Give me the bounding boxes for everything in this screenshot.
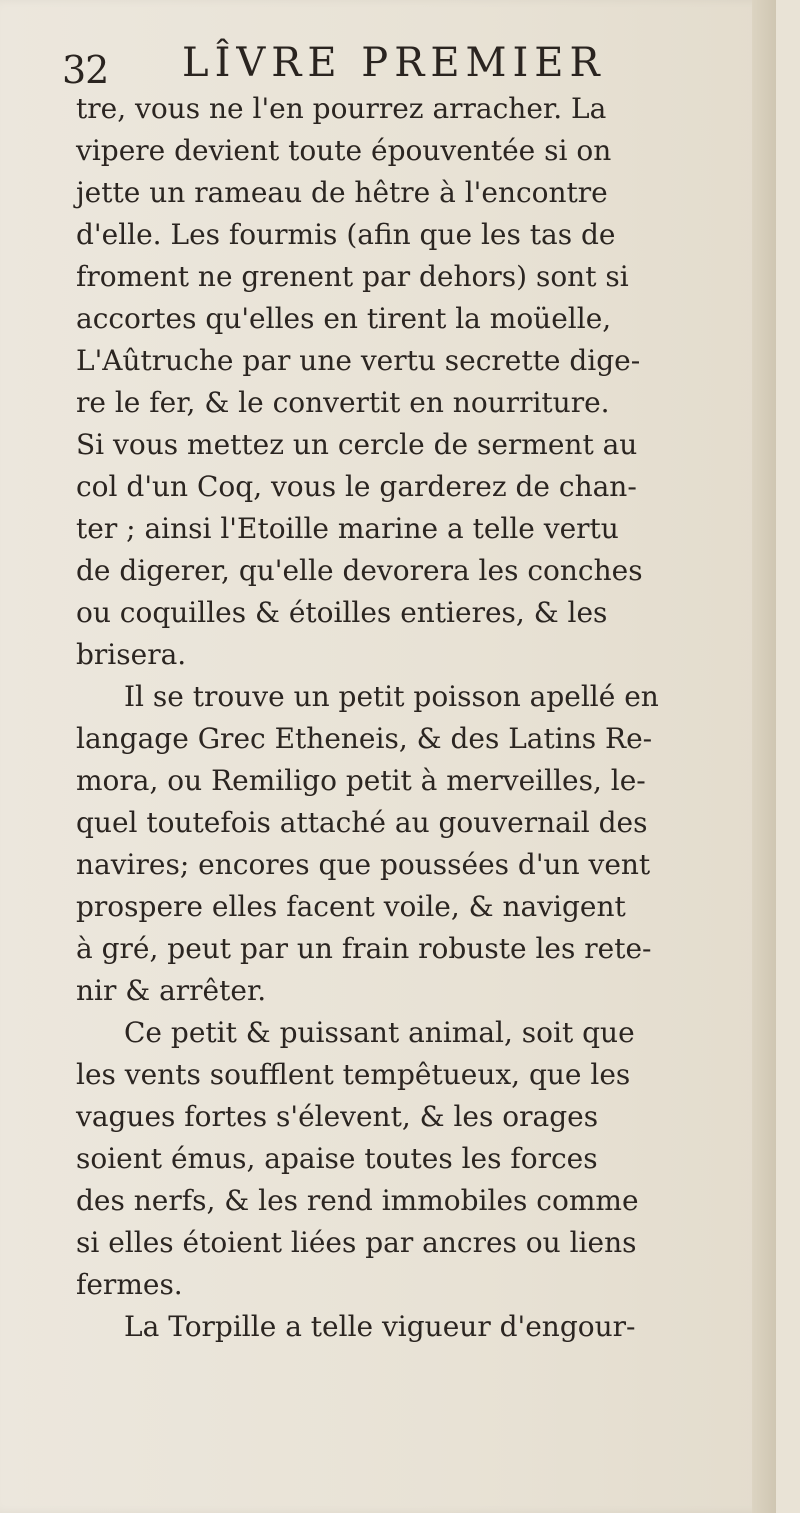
text-line: accortes qu'elles en tirent la moüelle, — [76, 302, 612, 335]
paragraph-start-line: La Torpille a telle vigueur d'engour- — [124, 1310, 636, 1343]
text-line: re le fer, & le convertit en nourriture. — [76, 386, 610, 419]
text-line: à gré, peut par un frain robuste les rete- — [76, 932, 652, 965]
text-line: les vents soufflent tempêtueux, que les — [76, 1058, 631, 1091]
text-line: navires; encores que poussées d'un vent — [76, 848, 651, 881]
text-line: col d'un Coq, vous le garderez de chan- — [76, 470, 637, 503]
page-number: 32 — [62, 48, 109, 92]
text-line: Si vous mettez un cercle de serment au — [76, 428, 638, 461]
text-line: prospere elles facent voile, & navigent — [76, 890, 626, 923]
text-line: jette un rameau de hêtre à l'encontre — [76, 176, 608, 209]
paragraph-start-line: Il se trouve un petit poisson apellé en — [124, 680, 659, 713]
body-text — [76, 88, 756, 1348]
paragraph-start-line: Ce petit & puissant animal, soit que — [124, 1016, 635, 1049]
text-line: fermes. — [76, 1268, 183, 1301]
running-head: LÎVRE PREMIER — [182, 40, 606, 86]
text-line: vipere devient toute épouventée si on — [76, 134, 612, 167]
text-line: brisera. — [76, 638, 187, 671]
text-line: de digerer, qu'elle devorera les conches — [76, 554, 643, 587]
text-line: nir & arrêter. — [76, 974, 267, 1007]
text-line: L'Aûtruche par une vertu secrette dige- — [76, 344, 641, 377]
text-line: langage Grec Etheneis, & des Latins Re- — [76, 722, 653, 755]
text-line: si elles étoient liées par ancres ou liens — [76, 1226, 637, 1259]
text-line: froment ne grenent par dehors) sont si — [76, 260, 629, 293]
text-line: mora, ou Remiligo petit à merveilles, le- — [76, 764, 646, 797]
text-line: ou coquilles & étoilles entieres, & les — [76, 596, 608, 629]
text-line: d'elle. Les fourmis (afin que les tas de — [76, 218, 616, 251]
text-line: quel toutefois attaché au gouvernail des — [76, 806, 648, 839]
text-line: des nerfs, & les rend immobiles comme — [76, 1184, 639, 1217]
text-line: vagues fortes s'élevent, & les orages — [76, 1100, 599, 1133]
text-line: ter ; ainsi l'Etoille marine a telle vertu — [76, 512, 619, 545]
text-line: tre, vous ne l'en pourrez arracher. La — [76, 92, 607, 125]
text-line: soient émus, apaise toutes les forces — [76, 1142, 598, 1175]
